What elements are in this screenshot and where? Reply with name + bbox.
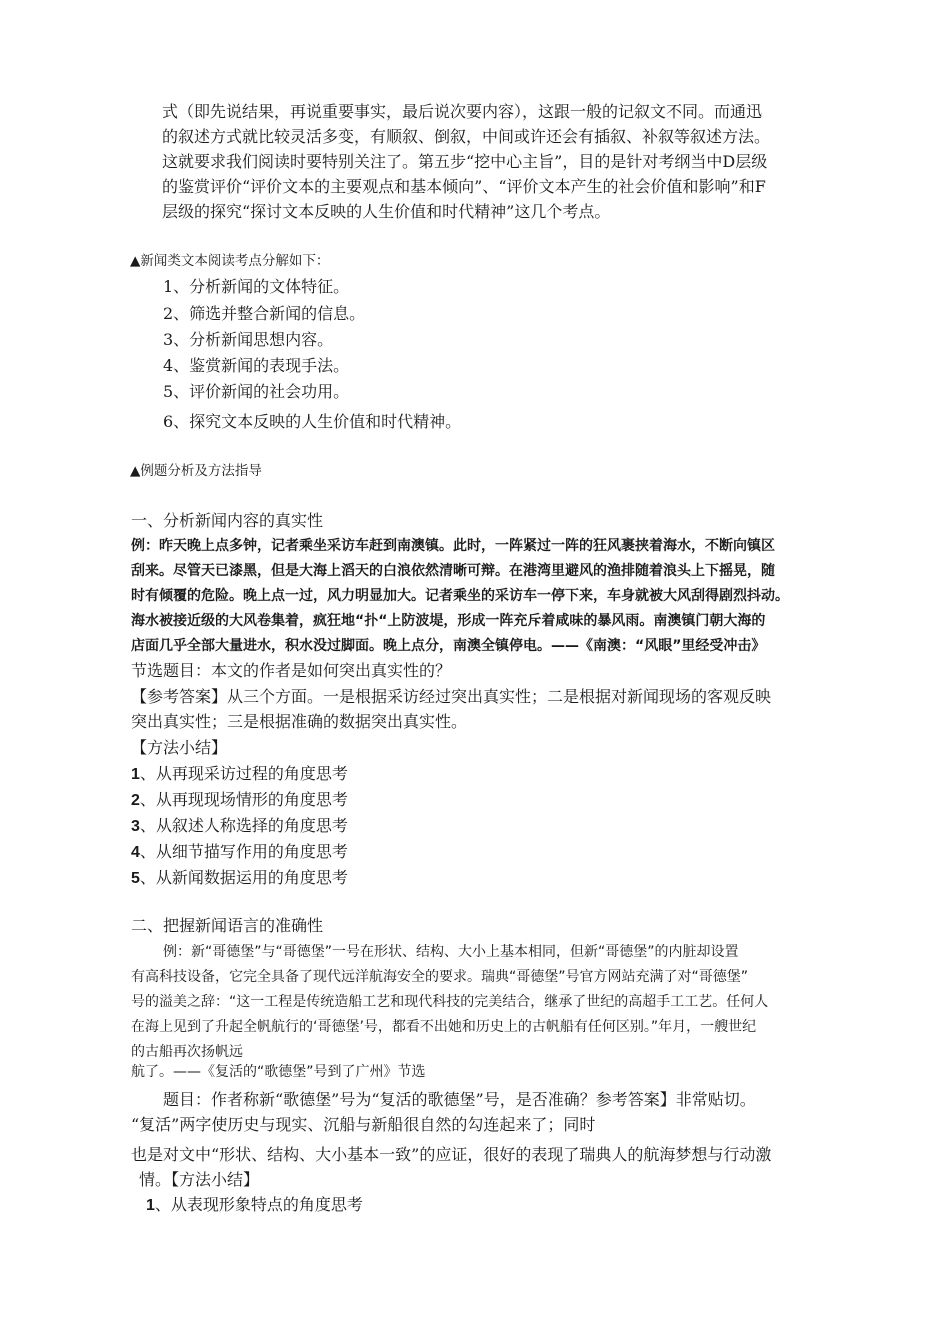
method-item bbox=[131, 761, 348, 784]
point-item: 4、鉴赏新闻的表现手法。 bbox=[163, 356, 350, 375]
answer-line: 也是对文中“形状、结构、大小基本一致”的应证，很好的表现了瑞典人的航海梦想与行动激 bbox=[131, 1145, 772, 1164]
method-item bbox=[131, 865, 348, 888]
method-text: 、从叙述人称选择的角度思考 bbox=[139, 816, 348, 835]
example-line: 在海上见到了升起全帆航行的‘哥德堡’号，都看不出她和历史上的古帆船有任何区别。”年月，一艘世纪 bbox=[131, 1019, 757, 1035]
example-line: 海水被接近级的大风卷集着，疯狂地“扑“上防波堤，形成一阵充斥着咸味的暴风雨。南澳镇门朝大海的 bbox=[131, 613, 766, 629]
method-number: 4 bbox=[131, 844, 140, 861]
intro-line: 式（即先说结果，再说重要事实，最后说次要内容），这跟一般的记叙文不同。而通迅 bbox=[162, 102, 763, 121]
method-number: 1 bbox=[146, 1197, 155, 1214]
intro-line: 的叙述方式就比较灵活多变，有顺叙、倒叙，中间或许还会有插叙、补叙等叙述方法。 bbox=[162, 127, 771, 146]
example-line: 时有倾覆的危险。晚上点一过，风力明显加大。记者乘坐的采访车一停下来，车身就被大风刮得剧烈抖动。 bbox=[131, 588, 789, 604]
point-item: 1、分析新闻的文体特征。 bbox=[163, 277, 350, 296]
method-text: 、从表现形象特点的角度思考 bbox=[154, 1195, 363, 1214]
method-item bbox=[146, 1192, 363, 1215]
guide-heading: ▲例题分析及方法指导 bbox=[130, 463, 262, 479]
point-item: 5、评价新闻的社会功用。 bbox=[163, 382, 350, 401]
answer-line: 情。【方法小结】 bbox=[139, 1170, 260, 1189]
answer-line: 【参考答案】从三个方面。一是根据采访经过突出真实性；二是根据对新闻现场的客观反映 bbox=[131, 687, 772, 706]
method-item bbox=[131, 839, 348, 862]
example-line: 店面几乎全部大量进水，积水没过脚面。晚上点分，南澳全镇停电。——《南澳：“风眼”里经受冲击》 bbox=[131, 638, 766, 654]
method-number: 2 bbox=[131, 792, 140, 809]
answer-line: 突出真实性；三是根据准确的数据突出真实性。 bbox=[131, 712, 468, 731]
method-text: 、从再现现场情形的角度思考 bbox=[139, 790, 348, 809]
section-title: 一、分析新闻内容的真实性 bbox=[131, 511, 324, 530]
point-item: 3、分析新闻思想内容。 bbox=[163, 330, 334, 349]
point-item: 2、筛选并整合新闻的信息。 bbox=[163, 304, 366, 323]
example-line: 刮来。尽管天已漆黑，但是大海上滔天的白浪依然清晰可辩。在港湾里避风的渔排随着浪头上下摇晃，随 bbox=[131, 563, 775, 579]
example-line: 有高科技设备，它完全具备了现代远洋航海安全的要求。瑞典“哥德堡”号官方网站充满了对“哥德堡” bbox=[131, 969, 749, 985]
method-number: 1 bbox=[131, 766, 140, 783]
method-text: 、从新闻数据运用的角度思考 bbox=[139, 868, 348, 887]
example-line: 例：新“哥德堡”与“哥德堡”一号在形状、结构、大小上基本相同，但新“哥德堡”的内脏却设置 bbox=[163, 944, 739, 960]
example-line: 号的溢美之辞：“这一工程是传统造船工艺和现代科技的完美结合，继承了世纪的高超手工工艺。任何人 bbox=[131, 994, 769, 1010]
intro-line: 层级的探究“探讨文本反映的人生价值和时代精神”这几个考点。 bbox=[162, 202, 611, 221]
answer-line: “复活”两字使历史与现实、沉船与新船很自然的勾连起来了；同时 bbox=[131, 1115, 596, 1134]
question-text: 题目：作者称新“歌德堡”号为“复活的歌德堡”号，是否准确？参考答案】非常贴切。 bbox=[163, 1090, 756, 1109]
example-line: 的古船再次扬帆远 bbox=[131, 1044, 243, 1060]
example-line: 例：昨天晚上点多钟，记者乘坐采访车赶到南澳镇。此时，一阵紧过一阵的狂风裹挟着海水，不断向镇区 bbox=[131, 538, 775, 554]
points-heading: ▲新闻类文本阅读考点分解如下： bbox=[130, 253, 330, 269]
section-title: 二、把握新闻语言的准确性 bbox=[131, 916, 324, 935]
method-number: 3 bbox=[131, 818, 140, 835]
method-title: 【方法小结】 bbox=[131, 738, 228, 757]
method-item bbox=[131, 787, 348, 810]
method-text: 、从细节描写作用的角度思考 bbox=[139, 842, 348, 861]
method-text: 、从再现采访过程的角度思考 bbox=[139, 764, 348, 783]
method-number: 5 bbox=[131, 870, 140, 887]
intro-line: 这就要求我们阅读时要特别关注了。第五步“挖中心主旨”，目的是针对考纲当中D层级 bbox=[162, 152, 768, 171]
method-item bbox=[131, 813, 348, 836]
intro-line: 的鉴赏评价“评价文本的主要观点和基本倾向”、“评价文本产生的社会价值和影响”和F bbox=[162, 177, 766, 196]
example-line: 航了。——《复活的“歌德堡”号到了广州》节选 bbox=[131, 1064, 426, 1080]
point-item: 6、探究文本反映的人生价值和时代精神。 bbox=[163, 412, 462, 431]
question-text: 节选题目：本文的作者是如何突出真实性的？ bbox=[131, 661, 452, 680]
